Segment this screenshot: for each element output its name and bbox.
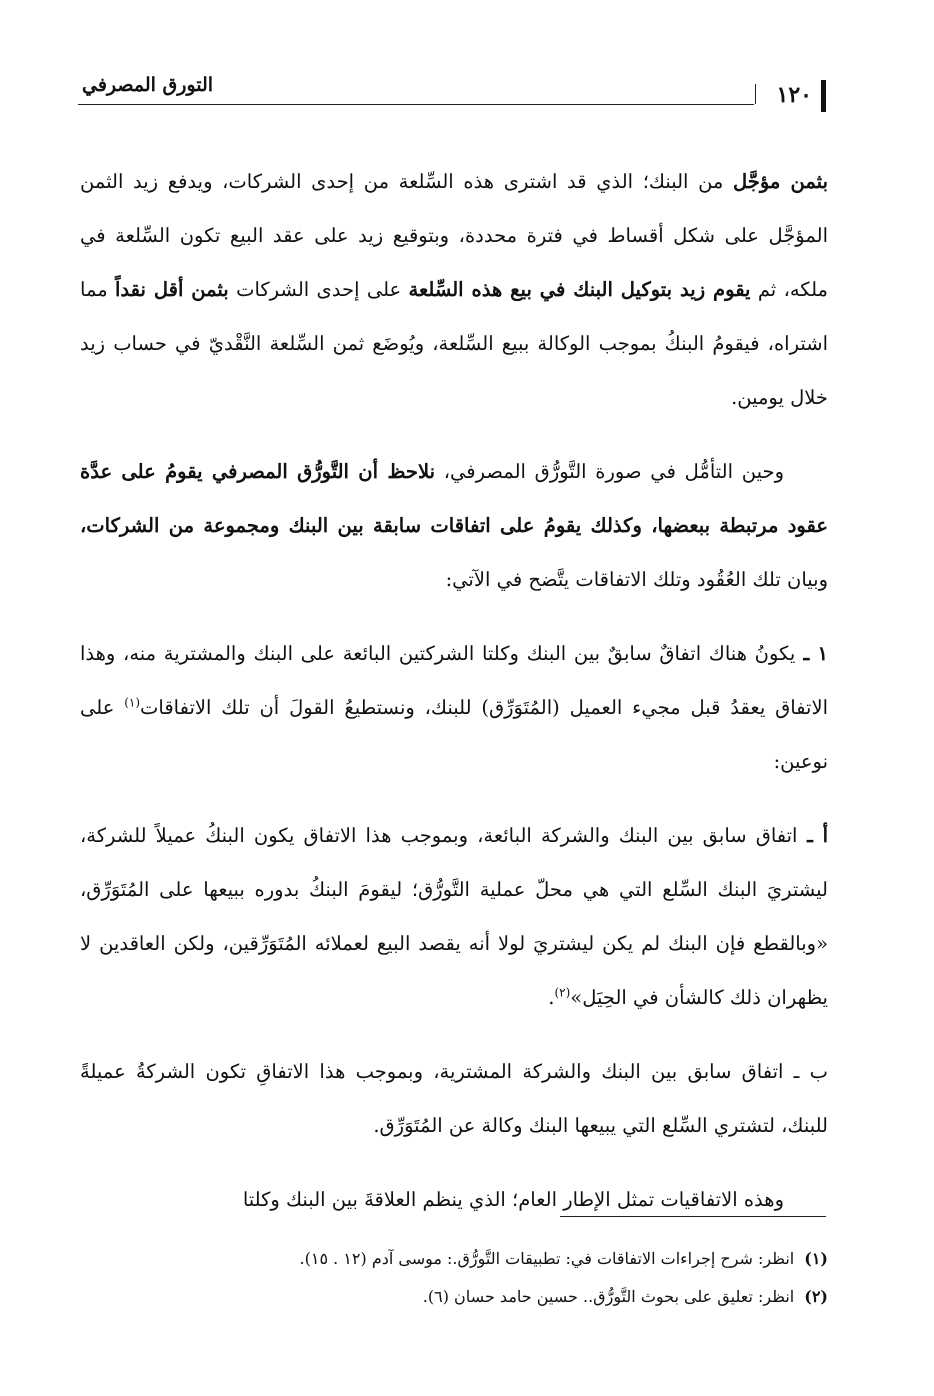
header-divider	[755, 84, 756, 104]
paragraph-p4	[80, 809, 828, 1025]
text-segment: وبيان تلك العُقُود وتلك الاتفاقات يتَّضح في الآتي:	[445, 568, 828, 591]
text-segment: اتفاق سابق بين البنك والشركة البائعة، وبموجب هذا الاتفاق يكون البنكُ عميلاً للشركة، ليشتريَ البنك السِّلع التي هي محلّ عملية التَّورُّق؛ ليقومَ البنكُ بدوره ببيعها على المُتَوَرِّق، «وبالقطع فإن البنك لم يكن ليشتريَ لولا أنه يقصد البيع لعملائه المُتَوَرِّقين، ولكن العاقدين لا يظهران ذلك كالشأن في الحِيَل»	[80, 824, 828, 1009]
text-segment: وحين التأمُّل في صورة التَّورُّق المصرفي،	[435, 460, 784, 483]
header-rule	[78, 104, 754, 105]
footnote-item	[80, 1240, 828, 1278]
text-segment: .	[548, 986, 555, 1009]
paragraph-p6	[80, 1173, 828, 1227]
paragraph-p1	[80, 155, 828, 425]
running-title: التورق المصرفي	[82, 74, 214, 96]
bold-text: نلاحظ أن التَّورُّق المصرفي يقومُ على عدَّة عقود مرتبطة ببعضها، وكذلك يقومُ على اتفاقات سابقة بين البنك ومجموعة من الشركات،	[80, 460, 828, 537]
footnote-number: (٢)	[804, 1287, 828, 1306]
text-segment: ب ـ	[783, 1060, 828, 1083]
text-segment: اتفاق سابق بين البنك والشركة المشترية، وبموجب هذا الاتفاقِ تكون الشركةُ عميلةً للبنك، لتشتري السِّلع التي يبيعها البنك وكالة عن المُتَوَرِّق.	[80, 1060, 828, 1137]
footnote-item	[80, 1278, 828, 1316]
bold-text: بثمن أقل نقداً	[115, 278, 229, 301]
bold-text: بثمن مؤجَّل	[733, 170, 828, 193]
bold-text: ١ ـ	[795, 642, 828, 665]
page-number-bar	[821, 80, 826, 112]
text-segment: على نوعين:	[80, 696, 828, 773]
text-segment: على إحدى الشركات	[228, 278, 409, 301]
footnote-number: (١)	[804, 1249, 828, 1268]
bold-text: يقوم زيد بتوكيل البنك في بيع هذه السِّلعة	[408, 278, 751, 301]
footnotes	[80, 1240, 828, 1316]
footnote-ref: (١)	[124, 695, 141, 710]
footnote-text: انظر: تعليق على بحوث التَّورُّق.. حسين حامد حسان (٦).	[422, 1287, 795, 1306]
body-text	[80, 155, 828, 1247]
running-header	[78, 74, 826, 114]
paragraph-p5	[80, 1045, 828, 1153]
text-segment: يكونُ هناك اتفاقٌ سابقٌ بين البنك وكلتا الشركتين البائعة على البنك والمشترية منه، وهذا الاتفاق يعقدُ قبل مجيء العميل (المُتَوَرِّق) للبنك، ونستطيعُ القولَ أن تلك الاتفاقات	[80, 642, 829, 719]
page-number: ١٢٠	[776, 82, 812, 108]
text-segment: من البنك؛ الذي قد اشترى هذه السِّلعة من إحدى الشركات، ويدفع زيد الثمن المؤجَّل على شكل أقساط في فترة محددة، وبتوقيع زيد على عقد البيع تكون السِّلعة في ملكه، ثم	[80, 170, 828, 301]
footnote-ref: (٢)	[554, 985, 571, 1000]
paragraph-p2	[80, 445, 828, 607]
paragraph-p3	[80, 627, 828, 789]
footnote-separator	[560, 1216, 826, 1217]
footnote-text: انظر: شرح إجراءات الاتفاقات في: تطبيقات التَّورُّق.: موسى آدم (١٢ . ١٥).	[299, 1249, 795, 1268]
text-segment: وهذه الاتفاقيات تمثل الإطار العام؛ الذي ينظم العلاقةَ بين البنك وكلتا	[242, 1188, 784, 1211]
bold-text: أ ـ	[797, 824, 828, 847]
text-segment: مما اشتراه، فيقومُ البنكُ بموجب الوكالة ببيع السِّلعة، ويُوضَع ثمن السِّلعة النَّقْديّ في حساب زيد خلال يومين.	[80, 278, 828, 409]
